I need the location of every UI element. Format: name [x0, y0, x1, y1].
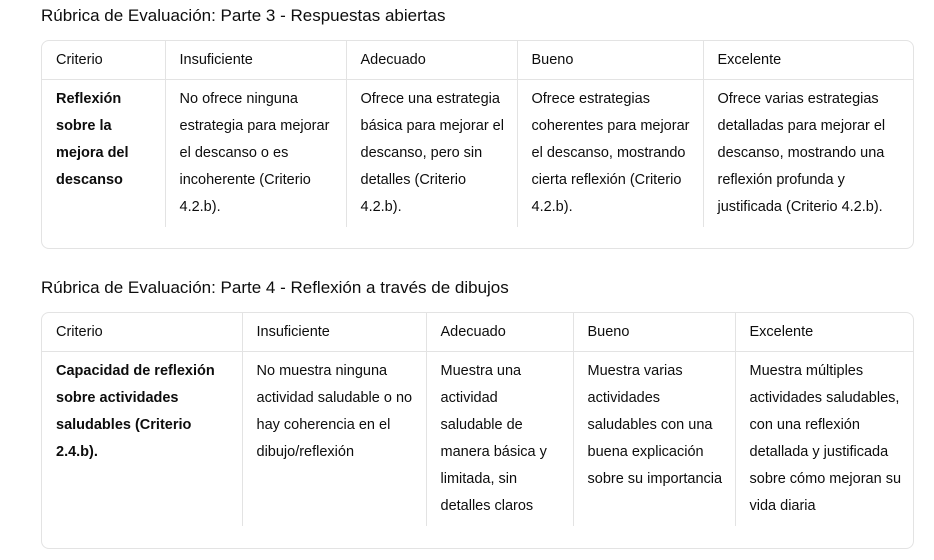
table-header-row [42, 313, 913, 352]
cell-insuficiente: No ofrece ninguna estrategia para mejorar el descanso o es incoherente (Criterio 4.2.b). [165, 80, 346, 228]
rubric-table-part-4-container [41, 312, 914, 549]
cell-excelente: Muestra múltiples actividades saludables, con una reflexión detallada y justificada sobre cómo mejoran su vida diaria [749, 363, 902, 514]
cell-criterio: Reflexión sobre la mejora del descanso [42, 80, 165, 228]
header-excelente: Excelente [735, 313, 913, 352]
section-title-part-3: Rúbrica de Evaluación: Parte 3 - Respuestas abiertas [41, 6, 446, 25]
section-title-part-4: Rúbrica de Evaluación: Parte 4 - Reflexión a través de dibujos [41, 278, 509, 297]
cell-excelente: Ofrece varias estrategias detalladas para mejorar el descanso, mostrando una reflexión profunda y justificada (Criterio 4.2.b). [717, 91, 886, 215]
header-criterio: Criterio [42, 41, 165, 80]
cell-bueno: Ofrece estrategias coherentes para mejorar el descanso, mostrando cierta reflexión (Criterio 4.2.b). [517, 80, 703, 228]
cell-insuficiente: No muestra ninguna actividad saludable o no hay coherencia en el dibujo/reflexión [242, 352, 426, 527]
header-adecuado: Adecuado [346, 41, 517, 80]
table-header-row [42, 41, 913, 80]
table-row [42, 80, 913, 228]
header-bueno: Bueno [573, 313, 735, 352]
header-bueno: Bueno [517, 41, 703, 80]
cell-criterio: Capacidad de reflexión sobre actividades saludables (Criterio 2.4.b). [42, 352, 242, 527]
cell-adecuado: Ofrece una estrategia básica para mejorar el descanso, pero sin detalles (Criterio 4.2.b). [346, 80, 517, 228]
header-insuficiente: Insuficiente [165, 41, 346, 80]
header-adecuado: Adecuado [426, 313, 573, 352]
cell-adecuado: Muestra una actividad saludable de manera básica y limitada, sin detalles claros [426, 352, 573, 527]
header-insuficiente: Insuficiente [242, 313, 426, 352]
header-criterio: Criterio [42, 313, 242, 352]
rubric-table-part-3-container [41, 40, 914, 249]
table-row [42, 352, 913, 527]
rubric-table-part-3 [42, 41, 913, 227]
cell-bueno: Muestra varias actividades saludables con una buena explicación sobre su importancia [573, 352, 735, 527]
header-excelente: Excelente [703, 41, 913, 80]
rubric-table-part-4 [42, 313, 913, 526]
